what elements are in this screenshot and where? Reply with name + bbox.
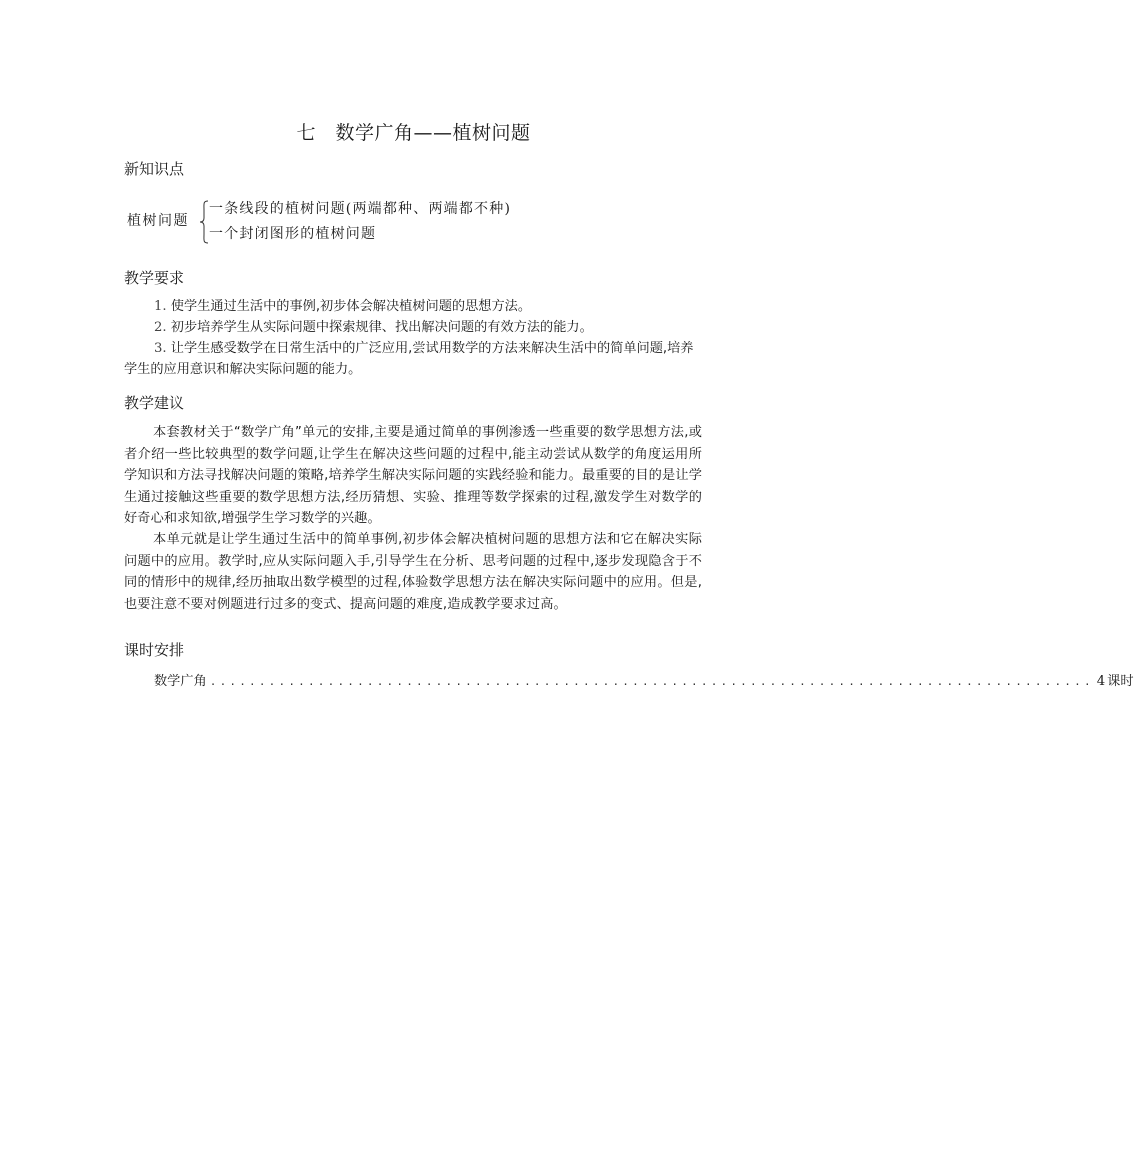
section-heading-suggestions: 教学建议	[124, 394, 185, 412]
left-brace-icon	[199, 200, 209, 244]
page-title: 七 数学广角——植树问题	[296, 122, 531, 144]
suggestion-paragraph-1: 本套教材关于“数学广角”单元的安排,主要是通过简单的事例渗透一些重要的数学思想方法,或者介绍一些比较典型的数学问题,让学生在解决这些问题的过程中,能主动尝试从数学的角度运用所学知识和方法寻找解决问题的策略,培养学生解决实际问题的实践经验和能力。最重要的目的是让学生通过接触这些重要的数学思想方法,经历猜想、实验、推理等数学探索的过程,激发学生对数学的好奇心和求知欲,增强学生学习数学的兴趣。	[124, 425, 702, 527]
schedule-row	[154, 670, 1134, 689]
tree-root-label: 植树问题	[127, 213, 189, 229]
section-heading-requirements: 教学要求	[124, 269, 185, 287]
requirement-number: 2.	[154, 320, 167, 335]
requirement-item-1	[124, 296, 704, 317]
requirement-item-3	[124, 338, 704, 380]
schedule-hours-value: 4	[1096, 674, 1106, 689]
knowledge-tree	[127, 198, 607, 246]
section-heading-schedule: 课时安排	[124, 641, 185, 659]
requirement-text: 初步培养学生从实际问题中探索规律、找出解决问题的有效方法的能力。	[170, 320, 593, 335]
requirement-text: 让学生感受数学在日常生活中的广泛应用,尝试用数学的方法来解决生活中的简单问题,培养学生的应用意识和解决实际问题的能力。	[124, 341, 694, 377]
schedule-hours-unit: 课时	[1107, 674, 1134, 689]
requirement-number: 3.	[154, 341, 167, 356]
suggestion-paragraph-2: 本单元就是让学生通过生活中的简单事例,初步体会解决植树问题的思想方法和它在解决实际问题中的应用。教学时,应从实际问题入手,引导学生在分析、思考问题的过程中,逐步发现隐含于不同的情形中的规律,经历抽取出数学模型的过程,体验数学思想方法在解决实际问题中的应用。但是,也要注意不要对例题进行过多的变式、提高问题的难度,造成教学要求过高。	[124, 532, 702, 612]
requirement-number: 1.	[154, 299, 167, 314]
tree-branch-line-segment: 一条线段的植树问题(两端都种、两端都不种)	[209, 201, 512, 217]
tree-branch-closed-shape: 一个封闭图形的植树问题	[209, 226, 377, 242]
leader-dots: ..........................................................................................	[209, 675, 1094, 688]
section-heading-new-knowledge: 新知识点	[124, 160, 185, 178]
requirement-item-2	[124, 317, 704, 338]
requirement-text: 使学生通过生活中的事例,初步体会解决植树问题的思想方法。	[170, 299, 532, 314]
schedule-item-label: 数学广角	[154, 674, 207, 689]
